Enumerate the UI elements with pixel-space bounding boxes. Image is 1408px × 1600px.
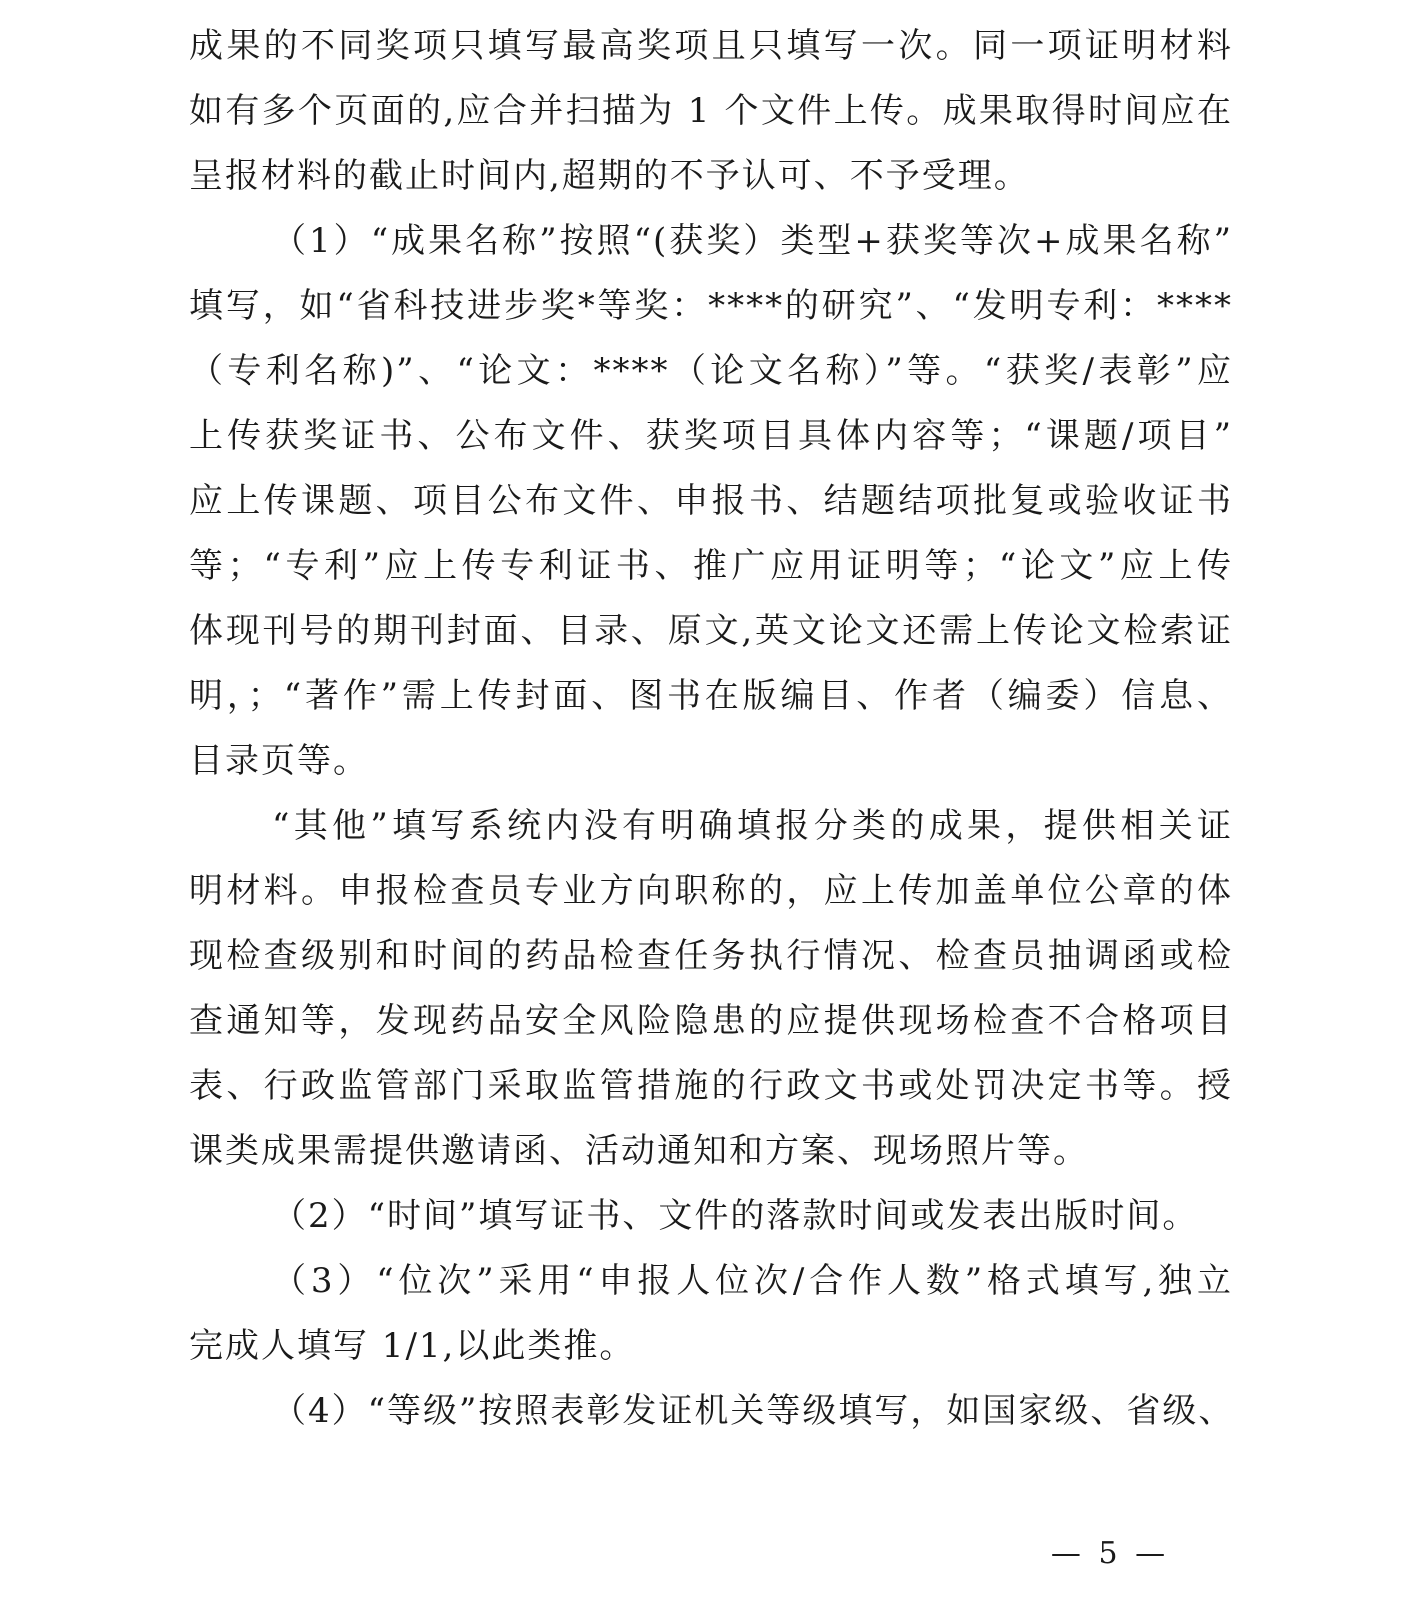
text-line: 填写，如“省科技进步奖*等奖：****的研究”、“发明专利：**** [189, 286, 1233, 326]
text-line: 应上传课题、项目公布文件、申报书、结题结项批复或验收证书 [189, 481, 1233, 521]
text-line: 明，；“著作”需上传封面、图书在版编目、作者（编委）信息、 [189, 676, 1233, 716]
text-line: 上传获奖证书、公布文件、获奖项目具体内容等；“课题/项目” [189, 416, 1233, 456]
text-line: “其他”填写系统内没有明确填报分类的成果，提供相关证 [272, 806, 1233, 846]
text-line: （2）“时间”填写证书、文件的落款时间或发表出版时间。 [272, 1196, 1199, 1236]
text-line: 等；“专利”应上传专利证书、推广应用证明等；“论文”应上传 [189, 546, 1233, 586]
text-line: 查通知等，发现药品安全风险隐患的应提供现场检查不合格项目 [189, 1001, 1233, 1041]
text-line: 如有多个页面的,应合并扫描为 1 个文件上传。成果取得时间应在 [189, 91, 1233, 131]
text-line: （3）“位次”采用“申报人位次/合作人数”格式填写,独立 [272, 1261, 1233, 1301]
text-line: （4）“等级”按照表彰发证机关等级填写，如国家级、省级、 [272, 1391, 1235, 1431]
text-line: （1）“成果名称”按照“(获奖）类型+获奖等次+成果名称” [272, 221, 1233, 261]
text-line: 体现刊号的期刊封面、目录、原文,英文论文还需上传论文检索证 [189, 611, 1233, 651]
text-line: 完成人填写 1/1,以此类推。 [189, 1326, 636, 1366]
text-line: 呈报材料的截止时间内,超期的不予认可、不予受理。 [189, 156, 1030, 196]
text-line: 成果的不同奖项只填写最高奖项且只填写一次。同一项证明材料 [189, 26, 1233, 66]
page-number: — 5 — [1050, 1536, 1170, 1571]
text-line: 目录页等。 [189, 741, 369, 781]
text-line: 表、行政监管部门采取监管措施的行政文书或处罚决定书等。授 [189, 1066, 1233, 1106]
text-line: （专利名称)”、“论文：****（论文名称）”等。“获奖/表彰”应 [189, 351, 1233, 391]
text-line: 课类成果需提供邀请函、活动通知和方案、现场照片等。 [189, 1131, 1089, 1171]
text-line: 明材料。申报检查员专业方向职称的，应上传加盖单位公章的体 [189, 871, 1233, 911]
text-line: 现检查级别和时间的药品检查任务执行情况、检查员抽调函或检 [189, 936, 1233, 976]
